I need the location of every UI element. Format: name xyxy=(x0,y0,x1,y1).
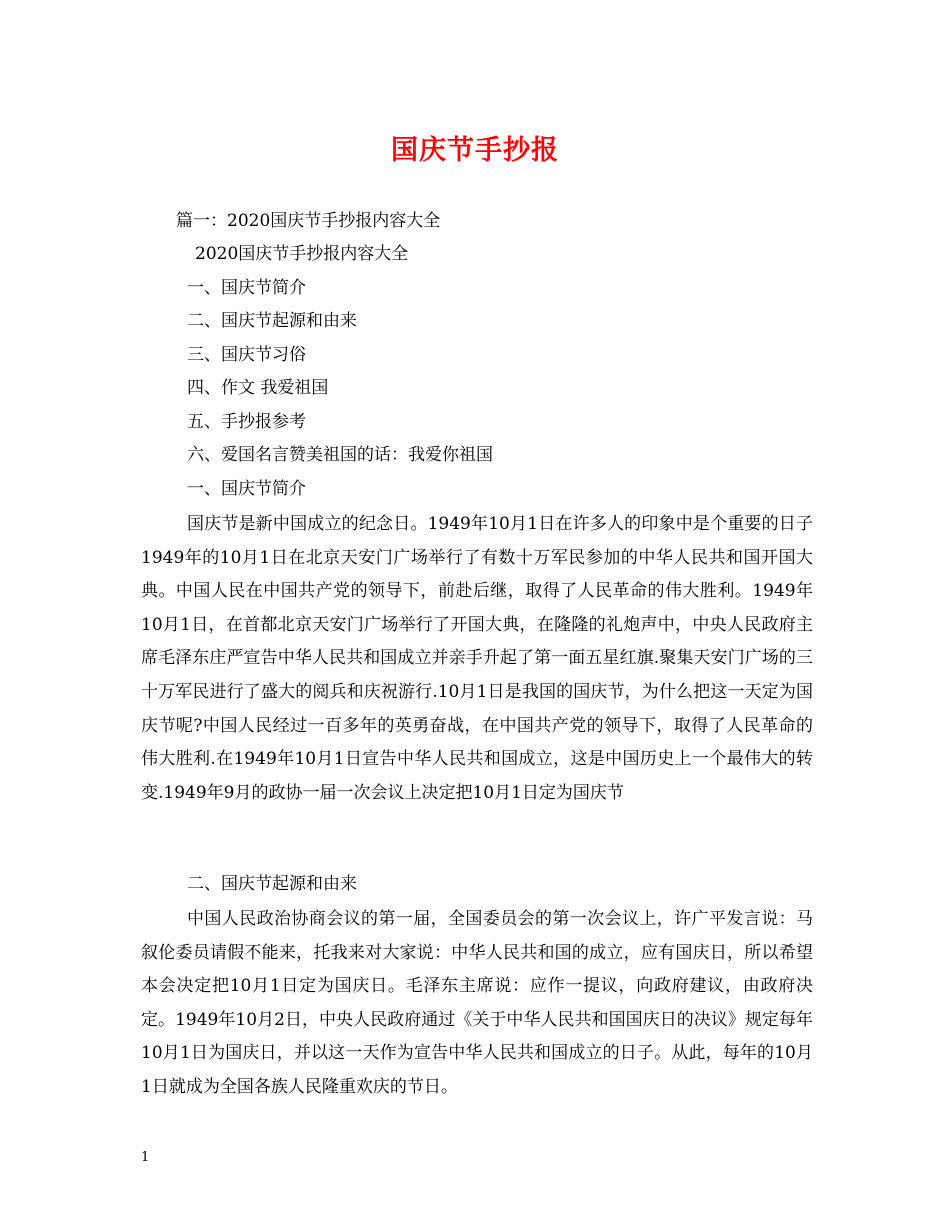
section1-paragraph: 国庆节是新中国成立的纪念日。1949年10月1日在许多人的印象中是个重要的日子1949年的10月1日在北京天安门广场举行了有数十万军民参加的中华人民共和国开国大典。中国人民在中国共产党的领导下，前赴后继，取得了人民革命的伟大胜利。1949年10月1日，在首都北京天安门广场举行了开国大典，在隆隆的礼炮声中，中央人民政府主席毛泽东庄严宣告中华人民共和国成立并亲手升起了第一面五星红旗.聚集天安门广场的三十万军民进行了盛大的阅兵和庆祝游行.10月1日是我国的国庆节，为什么把这一天定为国庆节呢?中国人民经过一百多年的英勇奋战，在中国共产党的领导下，取得了人民革命的伟大胜利.在1949年10月1日宣告中华人民共和国成立，这是中国历史上一个最伟大的转变.1949年9月的政协一届一次会议上决定把10月1日定为国庆节 xyxy=(141,514,813,803)
article-subtitle: 2020国庆节手抄报内容大全 xyxy=(195,244,409,264)
page-number: 1 xyxy=(141,1150,150,1165)
section-heading: 一、国庆节简介 xyxy=(187,479,306,499)
toc-item: 一、国庆节简介 xyxy=(187,278,306,298)
article-heading: 篇一：2020国庆节手抄报内容大全 xyxy=(176,211,441,231)
page-title: 国庆节手抄报 xyxy=(391,135,559,166)
section-heading: 二、国庆节起源和由来 xyxy=(187,874,357,894)
toc-item: 二、国庆节起源和由来 xyxy=(187,311,357,331)
toc-item: 三、国庆节习俗 xyxy=(187,345,306,365)
section2-paragraph: 中国人民政治协商会议的第一届，全国委员会的第一次会议上，许广平发言说：马叙伦委员请假不能来，托我来对大家说：中华人民共和国的成立，应有国庆日，所以希望本会决定把10月1日定为国庆日。毛泽东主席说：应作一提议，向政府建议，由政府决定。1949年10月2日，中央人民政府通过《关于中华人民共和国国庆日的决议》规定每年10月1日为国庆日，并以这一天作为宣告中华人民共和国成立的日子。从此，每年的10月1日就成为全国各族人民隆重欢庆的节日。 xyxy=(141,909,813,1097)
toc-item: 六、爱国名言赞美祖国的话：我爱你祖国 xyxy=(187,445,493,465)
toc-item: 四、作文 我爱祖国 xyxy=(187,378,329,398)
toc-item: 五、手抄报参考 xyxy=(187,412,306,432)
